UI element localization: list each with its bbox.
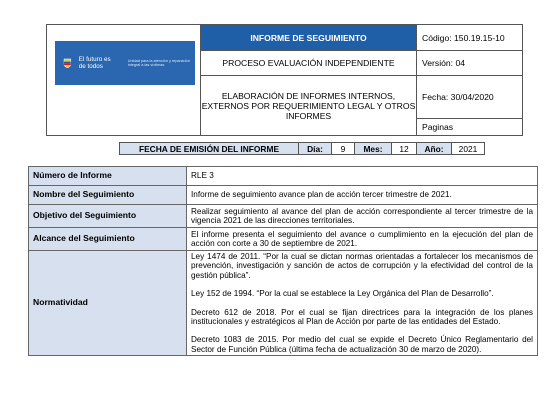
row-label: Nombre del Seguimiento	[29, 186, 187, 205]
row-label: Alcance del Seguimiento	[29, 228, 187, 251]
report-details-table	[28, 166, 538, 356]
row-label: Número de Informe	[29, 167, 187, 186]
law-paragraph: Ley 152 de 1994. “Por la cual se establece la Ley Orgánica del Plan de Desarrollo”.	[191, 289, 494, 299]
normatividad-label: Normatividad	[29, 251, 187, 356]
day-label: Día:	[299, 143, 332, 155]
document-version: Versión: 04	[417, 51, 523, 76]
year-label: Año:	[417, 143, 452, 155]
table-row	[29, 251, 538, 356]
law-paragraph: Decreto 1083 de 2015. Por medio del cual se expide el Decreto Único Reglamentario del Sector de Función Pública (última fecha de actualización 30 de marzo de 2020).	[191, 335, 533, 354]
row-value: RLE 3	[187, 167, 538, 186]
document-pages: Paginas	[417, 119, 523, 136]
emission-label: FECHA DE EMISIÓN DEL INFORME	[120, 143, 299, 155]
government-logo	[55, 41, 195, 85]
report-title: INFORME DE SEGUIMIENTO	[201, 25, 417, 51]
table-row	[29, 167, 538, 186]
month-value: 12	[392, 143, 417, 155]
table-row	[29, 205, 538, 228]
law-paragraph: Ley 1474 de 2011. “Por la cual se dictan normas orientadas a fortalecer los mecanismos de prevención, investigación y sanción de actos de corrupción y la efectividad del control de la gestión pública”.	[191, 252, 533, 280]
row-value: Informe de seguimiento avance plan de acción tercer trimestre de 2021.	[187, 186, 538, 205]
table-row	[29, 186, 538, 205]
year-value: 2021	[452, 143, 485, 155]
day-value: 9	[332, 143, 355, 155]
document-code: Código: 150.19.15-10	[417, 25, 523, 51]
coat-of-arms-icon	[62, 55, 73, 71]
table-row	[29, 228, 538, 251]
emission-date-table	[119, 142, 485, 155]
row-label: Objetivo del Seguimiento	[29, 205, 187, 228]
row-value: Realizar seguimiento al avance del plan de acción correspondiente al tercer trimestre de la vigencia 2021 de las direcciones territoriales.	[187, 205, 538, 228]
normatividad-value	[187, 251, 538, 356]
process-name: PROCESO EVALUACIÓN INDEPENDIENTE	[201, 51, 417, 76]
procedure-name: ELABORACIÓN DE INFORMES INTERNOS, EXTERNOS POR REQUERIMIENTO LEGAL Y OTROS INFORMES	[201, 76, 417, 136]
logo-unit-name: Unidad para la atención y reparación integral a las víctimas	[127, 58, 190, 67]
law-paragraph: Decreto 612 de 2018. Por el cual se fijan directrices para la integración de los planes institucionales y estratégicos al Plan de Acción por parte de las entidades del Estado.	[191, 307, 533, 327]
month-label: Mes:	[355, 143, 392, 155]
document-date: Fecha: 30/04/2020	[417, 76, 523, 119]
row-value: El informe presenta el seguimiento del avance o cumplimiento en la ejecución del plan de acción con corte a 30 de septiembre de 2021.	[187, 228, 538, 251]
logo-slogan: El futuro es de todos	[78, 56, 111, 70]
